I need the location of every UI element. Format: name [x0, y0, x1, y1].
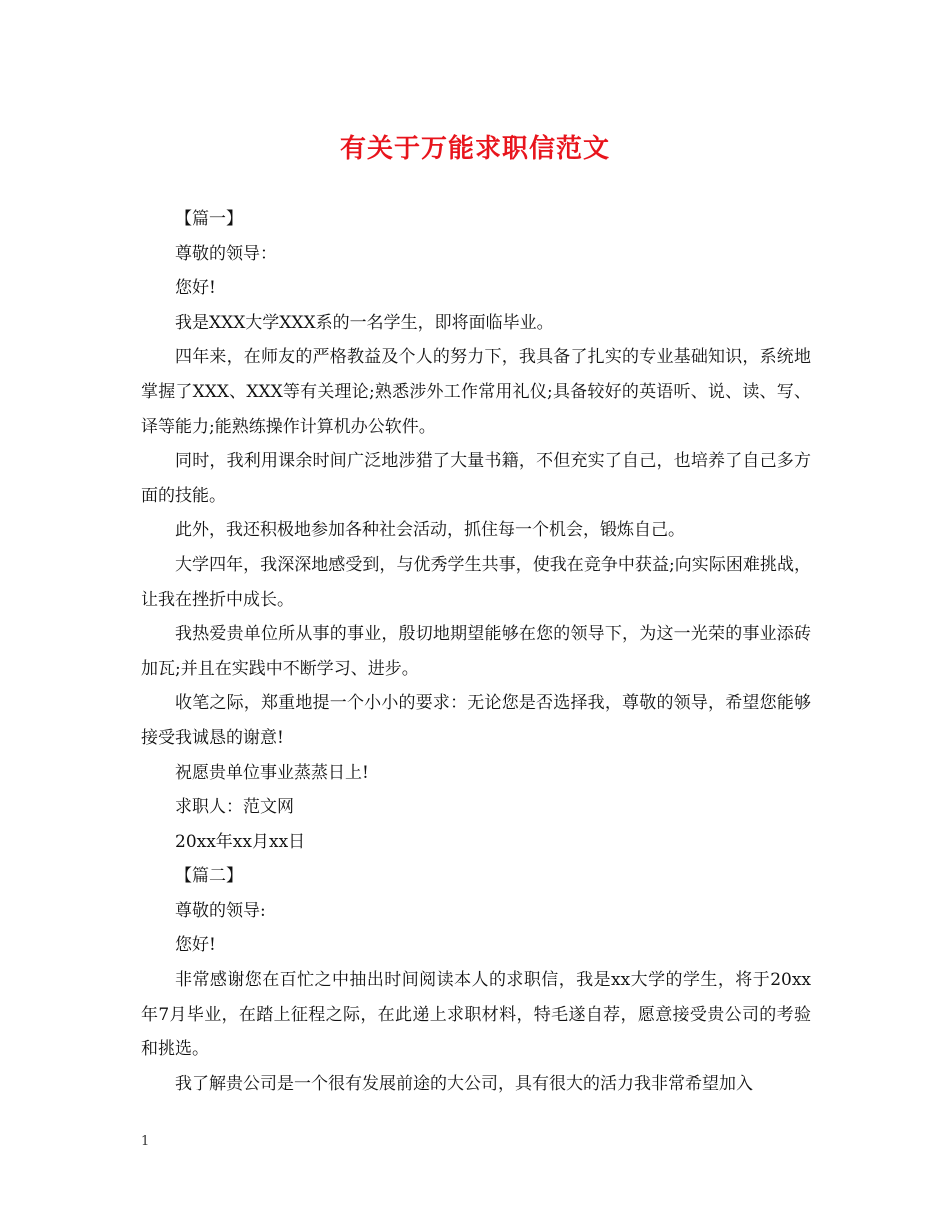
salutation: 尊敬的领导: [175, 900, 266, 921]
body-paragraph: 我热爱贵单位所从事的事业，殷切地期望能够在您的领导下，为这一光荣的事业添砖加瓦;并且在实践中不断学习、进步。 [141, 624, 811, 679]
body-paragraph: 此外，我还积极地参加各种社会活动，抓住每一个机会，锻炼自己。 [175, 520, 685, 541]
section-heading: 【篇二】 [175, 866, 243, 887]
closing-wish: 祝愿贵单位事业蒸蒸日上! [175, 762, 369, 783]
greeting: 您好! [175, 278, 216, 299]
signature-line: 求职人：范文网 [175, 797, 294, 818]
section-heading: 【篇一】 [175, 209, 243, 229]
greeting: 您好! [175, 935, 216, 956]
body-paragraph: 大学四年，我深深地感受到，与优秀学生共事，使我在竞争中获益;向实际困难挑战，让我在挫折中成长。 [141, 554, 811, 610]
document-title: 有关于万能求职信范文 [339, 134, 610, 164]
body-paragraph: 收笔之际，郑重地提一个小小的要求：无论您是否选择我，尊敬的领导，希望您能够接受我诚恳的谢意! [141, 693, 811, 748]
body-paragraph: 同时，我利用课余时间广泛地涉猎了大量书籍，不但充实了自己，也培养了自己多方面的技能。 [141, 451, 811, 506]
document-body [141, 202, 811, 1101]
date-line: 20xx年xx月xx日 [175, 831, 306, 852]
salutation: 尊敬的领导： [175, 243, 277, 264]
page-number: 1 [141, 1134, 150, 1149]
body-paragraph: 四年来，在师友的严格教益及个人的努力下，我具备了扎实的专业基础知识，系统地掌握了XXX、XXX等有关理论;熟悉涉外工作常用礼仪;具备较好的英语听、说、读、写、译等能力;能熟练操作计算机办公软件。 [141, 347, 811, 437]
body-paragraph: 我了解贵公司是一个很有发展前途的大公司，具有很大的活力我非常希望加入 [175, 1073, 753, 1094]
body-paragraph: 非常感谢您在百忙之中抽出时间阅读本人的求职信，我是xx大学的学生，将于20xx年7月毕业，在踏上征程之际，在此递上求职材料，特毛遂自荐，愿意接受贵公司的考验和挑选。 [141, 970, 811, 1060]
body-paragraph: 我是XXX大学XXX系的一名学生，即将面临毕业。 [175, 312, 554, 333]
